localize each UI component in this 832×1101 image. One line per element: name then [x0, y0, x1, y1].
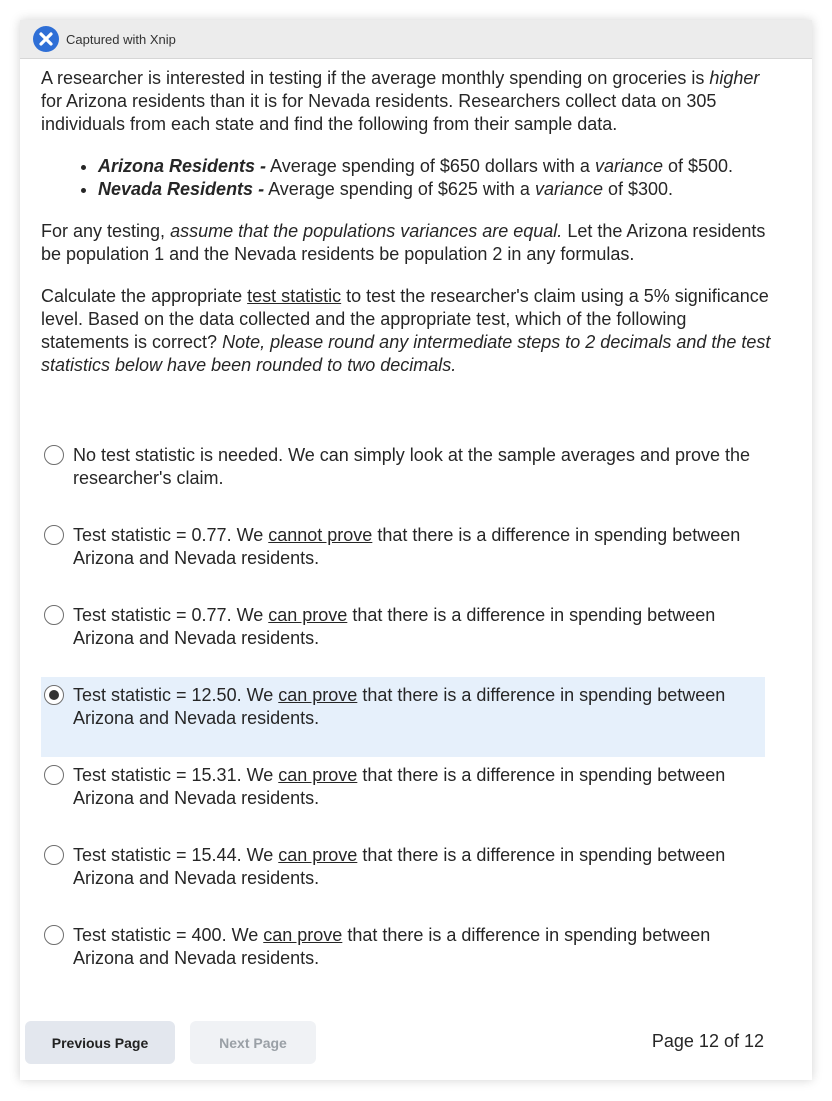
bullet-text: Average spending of $625 with a: [264, 179, 535, 199]
radio-button[interactable]: [44, 445, 64, 465]
previous-page-button[interactable]: Previous Page: [25, 1021, 175, 1064]
titlebar: [20, 20, 812, 59]
answer-option[interactable]: [41, 437, 765, 517]
option-text: [73, 604, 765, 650]
radio-button[interactable]: [44, 765, 64, 785]
assume-emphasis: assume that the populations variances are equal.: [170, 221, 563, 241]
question-content: [41, 67, 771, 396]
option-underlined: can prove: [278, 845, 358, 865]
option-text-post: that there is a difference in spending between Arizona and Nevada residents.: [73, 765, 726, 808]
page-indicator: Page 12 of 12: [651, 1031, 764, 1051]
radio-button[interactable]: [44, 845, 64, 865]
answer-option[interactable]: [41, 597, 765, 677]
bullet-text: of $300.: [602, 179, 674, 199]
radio-button[interactable]: [44, 525, 64, 545]
bullet-label: Arizona Residents -: [98, 156, 267, 176]
option-underlined: can prove: [278, 685, 358, 705]
option-underlined: can prove: [278, 765, 358, 785]
answer-option[interactable]: [41, 917, 765, 997]
option-text-pre: Test statistic = 0.77. We: [73, 605, 269, 625]
option-text: [73, 924, 765, 970]
answer-options: [41, 437, 765, 997]
instruction-paragraph: [41, 285, 771, 377]
list-item: [98, 178, 771, 201]
radio-dot-icon: [49, 690, 59, 700]
question-intro: [41, 67, 771, 136]
list-item: [98, 155, 771, 178]
option-text-pre: No test statistic is needed. We can simply look at the sample averages and prove the researcher's claim.: [73, 445, 751, 488]
intro-text-1: A researcher is interested in testing if the average monthly spending on groceries is: [41, 68, 710, 88]
calc-text-2: to test the researcher's claim using a 5% significance level. Based on the data collected and the appropriate test, which of the following statements is correct?: [41, 286, 769, 352]
next-page-button[interactable]: Next Page: [190, 1021, 316, 1064]
pagination-footer: [25, 1021, 764, 1065]
bullet-variance: variance: [534, 179, 603, 199]
answer-option[interactable]: [41, 517, 765, 597]
option-text: [73, 684, 765, 730]
option-underlined: cannot prove: [268, 525, 373, 545]
answer-option[interactable]: [41, 757, 765, 837]
option-text-pre: Test statistic = 400. We: [73, 925, 264, 945]
option-text-pre: Test statistic = 15.31. We: [73, 765, 279, 785]
sample-data-list: [41, 155, 771, 201]
bullet-label: Nevada Residents -: [98, 179, 265, 199]
option-text: [73, 844, 765, 890]
option-text-pre: Test statistic = 12.50. We: [73, 685, 279, 705]
assume-text-1: For any testing,: [41, 221, 171, 241]
radio-button[interactable]: [44, 605, 64, 625]
intro-emphasis: higher: [709, 68, 760, 88]
radio-button-checked[interactable]: [44, 685, 64, 705]
option-text: [73, 524, 765, 570]
option-text: [73, 764, 765, 810]
titlebar-label: Captured with Xnip: [66, 31, 176, 47]
option-text: [73, 444, 765, 490]
assumption-paragraph: [41, 220, 771, 266]
option-text-post: that there is a difference in spending between Arizona and Nevada residents.: [73, 925, 711, 968]
calc-text-1: Calculate the appropriate: [41, 286, 248, 306]
test-statistic-term: test statistic: [247, 286, 342, 306]
answer-option-selected[interactable]: [41, 677, 765, 757]
intro-text-2: for Arizona residents than it is for Nevada residents. Researchers collect data on 305 individuals from each state and find the following from their sample data.: [41, 91, 717, 134]
bullet-variance: variance: [594, 156, 663, 176]
answer-option[interactable]: [41, 837, 765, 917]
option-underlined: can prove: [263, 925, 343, 945]
option-text-post: that there is a difference in spending between Arizona and Nevada residents.: [73, 605, 716, 648]
assume-text-2: Let the Arizona residents be population 1 and the Nevada residents be population 2 in any formulas.: [41, 221, 766, 264]
xnip-logo-icon: [33, 26, 59, 52]
option-text-post: that there is a difference in spending between Arizona and Nevada residents.: [73, 685, 726, 728]
radio-button[interactable]: [44, 925, 64, 945]
option-text-post: that there is a difference in spending between Arizona and Nevada residents.: [73, 845, 726, 888]
option-underlined: can prove: [268, 605, 348, 625]
rounding-note: Note, please round any intermediate steps to 2 decimals and the test statistics below have been rounded to two decimals.: [41, 332, 771, 375]
bullet-text: of $500.: [662, 156, 734, 176]
bullet-text: Average spending of $650 dollars with a: [266, 156, 595, 176]
capture-window: [20, 20, 812, 1080]
option-text-pre: Test statistic = 15.44. We: [73, 845, 279, 865]
option-text-pre: Test statistic = 0.77. We: [73, 525, 269, 545]
option-text-post: that there is a difference in spending between Arizona and Nevada residents.: [73, 525, 741, 568]
